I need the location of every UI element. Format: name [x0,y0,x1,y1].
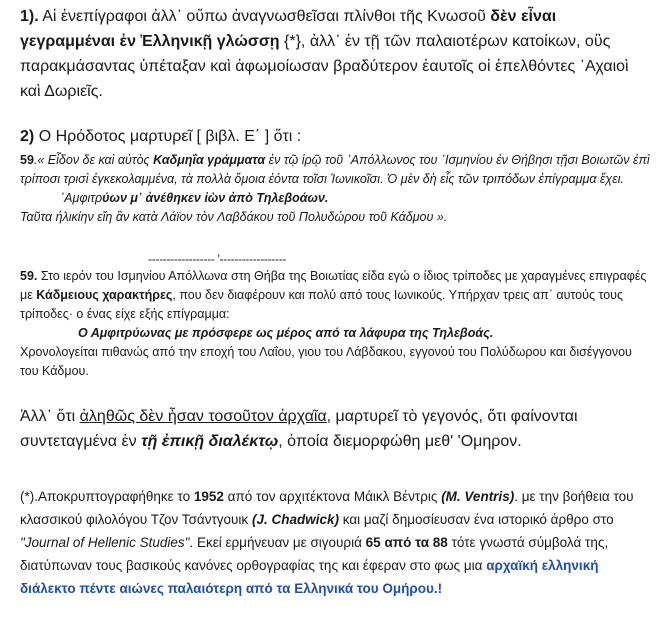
footnote-text: (*).Αποκρυπτογραφήθηκε το 1952 από τον αρχιτέκτονα Μάικλ Βέντρις (M. Ventris). με την βοήθεια του κλασσικού φιλολόγου Τζον Τσάντγουικ (J. Chadwick) και μαζί δημοσίευσαν ένα ιστορικό άρθρο στο "Journal of Hellenic Studies". Εκεί ερμήνευαν με σιγουριά 65 από τα 88 τότε γνωστά σύμβολά της, διατύπωναν τους βασικούς κανόνες ορθογραφίας της και έφεραν στο φως μια αρχαϊκή ελληνική διάλεκτο πέντε αιώνες παλαιότερη από τα Ελληνικά του Ομήρου.! [20,489,634,596]
herodotus-quote-text: 59.« Εἶδον δε καὶ αὐτὸς Καδμηΐα γράμματα ἐν τῷ ἱρῷ τοῦ ᾽Απόλλωνος του ᾽Ισμηνίου ἐν Θήβησι τῇσι Βοιωτῶν ἐπὶ τρίποσι τρισὶ ἐγκεκολαμμένα, τὰ πολλὰ ὅμοια ἐόντα τοῖσι Ἰωνικοῖσι. Ὁ μὲν δὴ εἷς τῶν τριπόδων ἐπίγραμμα ἔχει. [20,153,650,186]
herodotus-quote [20,151,650,227]
journal-title: "Journal of Hellenic Studies" [20,535,190,550]
footnote [20,485,650,600]
highlighted-conclusion: αρχαϊκή ελληνική διάλεκτο πέντε αιώνες παλαιότερη από τα Ελληνικά του Ομήρου.! [20,558,599,596]
translation-number: 59. [20,269,38,283]
chadwick-name: (J. Chadwick) [251,512,339,527]
footnote-year: 1952 [193,489,224,504]
paragraph-1-emphasis: δὲν εἶναι γεγραμμέναι ἐν Ἑλληνικῇ γλώσσῃ [20,8,557,50]
quote-number: 59 [20,153,34,167]
paragraph-2-heading: 2) Ο Ηρόδοτος μαρτυρεῖ [ βιβλ. Ε΄ ] ὅτι : [20,128,302,145]
tripod-inscription: ᾽Αμφιτρύων μ᾽ ἀνέθηκεν ἰὼν ἀπὸ Τηλεβοάων. [60,191,329,205]
translation-text: 59. Στο ιερόν του Ισμηνίου Απόλλωνα στη Θήβα της Βοιωτίας είδα εγώ ο ίδιος τρίποδες με χαραγμένες επιγραφές με Κάδμειους χαρακτήρες, που δεν διαφέρουν και πολύ από τους Ιωνικούς. Υπήρχαν τρεις απ᾽ αυτούς τους τρίποδες· ο ένας είχε εξής επίγραμμα: [20,269,647,321]
underlined-phrase: ἀληθῶς δὲν ἦσαν τοσοῦτον ἀρχαῖα [79,408,327,425]
translation-conclusion: Χρονολογείται πιθανώς από την εποχή του Λαΐου, γιου του Λάβδακου, εγγονού του Πολύδωρου και δισέγγονου του Κάδμου. [20,345,632,378]
paragraph-4-text: Ἀλλ᾽ ὅτι ἀληθῶς δὲν ἦσαν τοσοῦτον ἀρχαῖα, μαρτυρεῖ τὸ γεγονός, ὅτι φαίνονται συντεταγμένα ἐν τῇ ἐπικῇ διαλέκτῳ, ὁποία διεμορφώθη μεθ' 'Ομηρον. [20,408,578,450]
paragraph-3 [20,267,650,381]
paragraph-1 [20,4,650,104]
quote-emphasis: Καδμηΐα γράμματα [153,153,266,167]
symbol-count: 65 από τα 88 [365,535,448,550]
paragraph-1-number: 1). [20,8,39,25]
epic-dialect-phrase: τῇ ἐπικῇ διαλέκτῳ [141,433,279,450]
paragraph-1-text: 1). Αἱ ἐνεπίγραφοι ἀλλ᾽ οὔπω ἀναγνωσθεῖσαι πλίνθοι τῆς Κνωσοῦ δὲν εἶναι γεγραμμέναι ἐν Ἑλληνικῇ γλώσσῃ {*}, ἀλλ᾽ ἐν τῇ τῶν παλαιοτέρων κατοίκων, οὓς παρακμάσαντας ὑπέταξαν καὶ ἀφωμοίωσαν βραδύτερον ἑαυτοῖς οἱ ἐπελθόντες ᾽Αχαιοὶ καὶ Δωριεῖς. [20,8,629,100]
section-separator: ------------------ '------------------ [148,252,287,266]
translation-emphasis: Κάδμειους χαρακτήρες [36,288,173,302]
paragraph-4 [20,404,650,454]
paragraph-2-number: 2) [20,128,35,145]
ventris-name: (M. Ventris) [441,489,515,504]
quote-conclusion: Ταῦτα ἡλικίην εἴη ἂν κατὰ Λάϊον τὸν Λαβδάκου τοῦ Πολυδώρου τοῦ Κάδμου ». [20,210,448,224]
translation-inscription: Ο Αμφιτρύωνας με πρόσφερε ως μέρος από τα λάφυρα της Τηλεβοάς. [78,326,494,340]
paragraph-2 [20,126,650,148]
